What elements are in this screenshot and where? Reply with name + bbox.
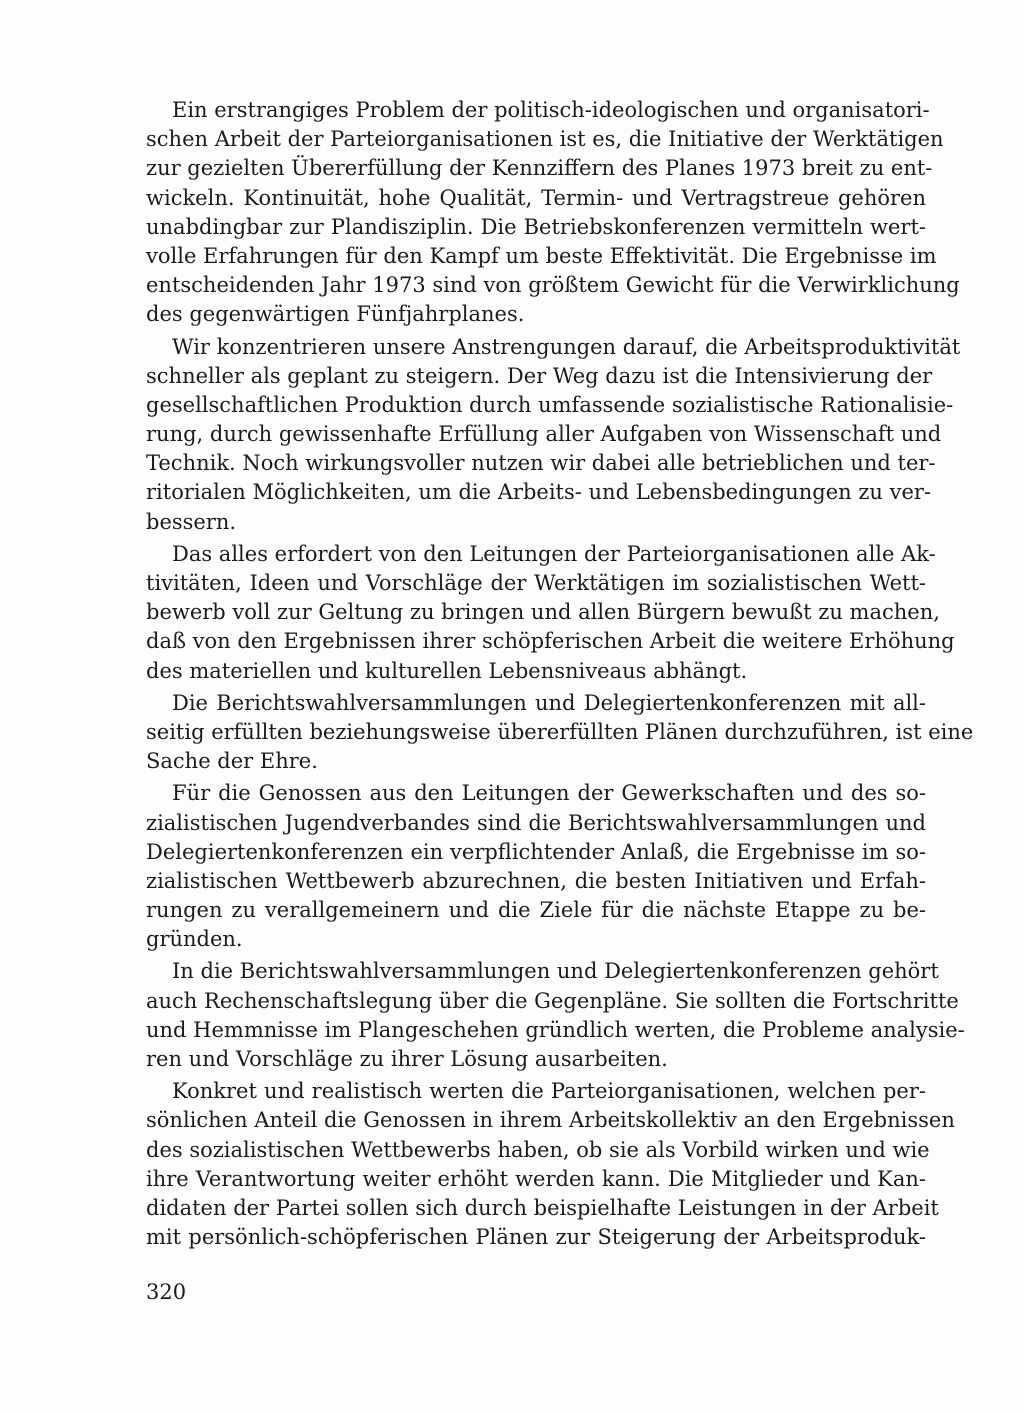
text-line: schneller als geplant zu steigern. Der Weg dazu ist die Intensivierung der [146, 363, 933, 388]
page-number: 320 [146, 1280, 187, 1304]
paragraph-5 [146, 779, 926, 954]
text-line: seitig erfüllten beziehungsweise übererfüllten Plänen durchzuführen, ist eine [146, 719, 974, 744]
text-line: unabdingbar zur Plandisziplin. Die Betriebskonferenzen vermitteln wert- [146, 214, 926, 239]
text-line: wickeln. Kontinuität, hohe Qualität, Termin- und Vertragstreue gehören [146, 185, 926, 210]
text-line: Technik. Noch wirkungsvoller nutzen wir dabei alle betrieblichen und ter- [146, 451, 936, 476]
text-line: volle Erfahrungen für den Kampf um beste Effektivität. Die Ergebnisse im [146, 243, 937, 268]
text-line: auch Rechenschaftslegung über die Gegenpläne. Sie sollten die Fortschritte [146, 988, 959, 1013]
text-line: gesellschaftlichen Produktion durch umfassende sozialistische Rationalisie- [146, 392, 954, 417]
text-line: tivitäten, Ideen und Vorschläge der Werktätigen im sozialistischen Wett- [146, 571, 926, 595]
text-line: In die Berichtswahlversammlungen und Delegiertenkonferenzen gehört [172, 959, 939, 984]
text-line: Für die Genossen aus den Leitungen der Gewerkschaften und des so- [172, 781, 926, 806]
text-line: des gegenwärtigen Fünfjahrplanes. [146, 302, 525, 327]
text-line: entscheidenden Jahr 1973 sind von größtem Gewicht für die Verwirklichung [146, 273, 960, 298]
text-line: mit persönlich-schöpferischen Plänen zur Steigerung der Arbeitsproduk- [146, 1225, 926, 1250]
text-line: gründen. [146, 927, 243, 952]
text-line: Die Berichtswahlversammlungen und Delegiertenkonferenzen mit all- [172, 690, 926, 715]
paragraph-6 [146, 957, 965, 1074]
text-line: zialistischen Jugendverbandes sind die Berichtswahlversammlungen und [146, 810, 926, 835]
text-line: ritorialen Möglichkeiten, um die Arbeits- und Lebensbedingungen zu ver- [146, 480, 932, 505]
text-line: und Hemmnisse im Plangeschehen gründlich werten, die Probleme analysie- [146, 1017, 965, 1042]
paragraph-3 [146, 540, 955, 686]
text-line: des sozialistischen Wettbewerbs haben, ob sie als Vorbild wirken und wie [146, 1137, 930, 1162]
text-line: ren und Vorschläge zu ihrer Lösung ausarbeiten. [146, 1047, 668, 1071]
text-line: Wir konzentrieren unsere Anstrengungen darauf, die Arbeitsproduktivität [172, 334, 961, 359]
text-line: des materiellen und kulturellen Lebensniveaus abhängt. [146, 658, 748, 683]
text-line: rung, durch gewissenhafte Erfüllung aller Aufgaben von Wissenschaft und [146, 422, 942, 447]
text-line: bessern. [146, 509, 237, 534]
paragraph-2 [146, 333, 961, 537]
text-line: didaten der Partei sollen sich durch beispielhafte Leistungen in der Arbeit [146, 1195, 939, 1220]
text-line: sönlichen Anteil die Genossen in ihrem Arbeitskollektiv an den Ergebnissen [146, 1108, 955, 1133]
paragraph-4 [146, 689, 974, 777]
text-line: schen Arbeit der Parteiorganisationen ist es, die Initiative der Werktätigen [146, 127, 944, 152]
text-line: zur gezielten Übererfüllung der Kennziffern des Planes 1973 breit zu ent- [146, 156, 933, 181]
text-line: Das alles erfordert von den Leitungen der Parteiorganisationen alle Ak- [172, 541, 936, 566]
paragraph-7 [146, 1077, 955, 1252]
text-line: Konkret und realistisch werten die Parteiorganisationen, welchen per- [172, 1079, 926, 1104]
paragraph-1 [146, 96, 960, 330]
text-line: Delegiertenkonferenzen ein verpflichtender Anlaß, die Ergebnisse im so- [146, 839, 926, 864]
text-line: ihre Verantwortung weiter erhöht werden kann. Die Mitglieder und Kan- [146, 1166, 926, 1191]
text-line: Sache der Ehre. [146, 749, 318, 774]
text-line: daß von den Ergebnissen ihrer schöpferischen Arbeit die weitere Erhöhung [146, 629, 955, 654]
text-line: zialistischen Wettbewerb abzurechnen, die besten Initiativen und Erfah- [146, 868, 926, 893]
body-text [146, 96, 974, 1252]
text-line: Ein erstrangiges Problem der politisch-ideologischen und organisatori- [172, 98, 930, 122]
text-line: bewerb voll zur Geltung zu bringen und allen Bürgern bewußt zu machen, [146, 600, 940, 625]
text-line: rungen zu verallgemeinern und die Ziele für die nächste Etappe zu be- [146, 898, 926, 923]
